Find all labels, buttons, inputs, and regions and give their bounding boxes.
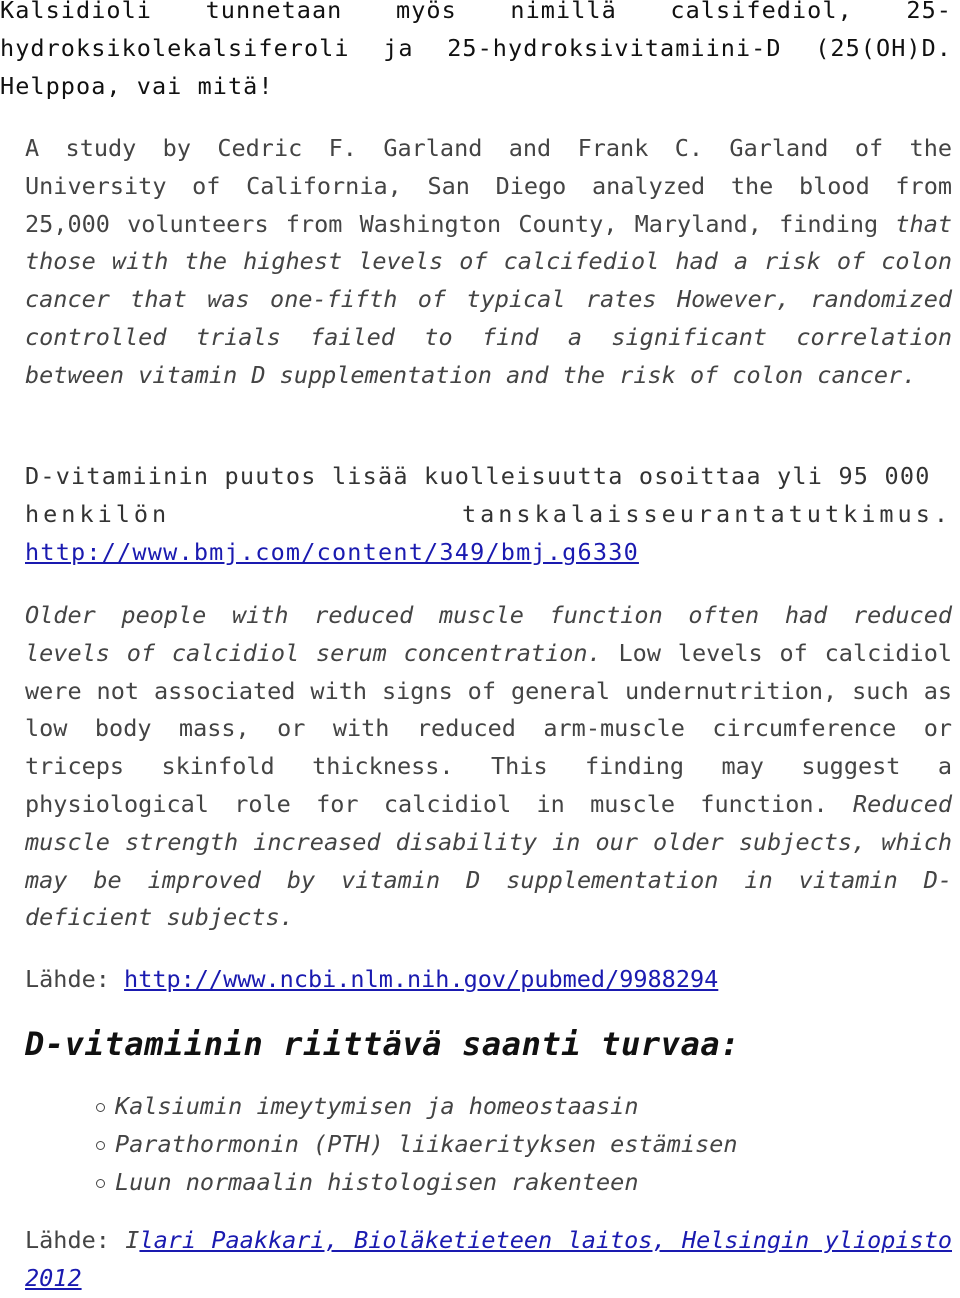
study-rest-text: that those with the highest levels of calcifediol had a risk of colon cancer that was one-fifth of typical rates However, randomized controlled trials failed to find a significant correlation between vitamin D supplementation and the risk of colon cancer. xyxy=(25,209,952,389)
intro-text: Kalsidioli tunnetaan myös nimillä calsifediol, 25-hydroksikolekalsiferoli ja 25-hydroksivitamiini-D (25(OH)D. Helppoa, vai mitä! xyxy=(0,0,952,100)
danish-word-henkilon: henkilön xyxy=(25,499,171,528)
list-item-text: Kalsiumin imeytymisen ja homeostaasin xyxy=(115,1092,639,1120)
danish-word-tutkimus: tanskalaisseurantatutkimus. xyxy=(461,499,952,528)
older-part-1: Older people with reduced muscle function often had reduced levels of calcidiol serum concentration. xyxy=(25,601,952,667)
bmj-link[interactable]: http://www.bmj.com/content/349/bmj.g6330 xyxy=(25,537,639,566)
source-2-label: Lähde: xyxy=(25,1226,126,1254)
danish-line-2 xyxy=(25,496,952,534)
list-item xyxy=(96,1126,738,1164)
list-item-text: Luun normaalin histologisen rakenteen xyxy=(115,1167,639,1196)
garland-study-paragraph xyxy=(25,130,952,395)
danish-line-1: D-vitamiinin puutos lisää kuolleisuutta osoittaa yli 95 000 xyxy=(25,462,931,490)
circle-bullet-icon xyxy=(96,1179,105,1188)
danish-study-paragraph xyxy=(25,458,952,571)
circle-bullet-icon xyxy=(96,1103,105,1112)
list-item xyxy=(96,1164,738,1202)
source-line-1 xyxy=(25,961,952,999)
paakkari-source-link[interactable]: lari Paakkari, Bioläketieteen laitos, Helsingin yliopisto 2012 xyxy=(25,1226,952,1292)
intro-paragraph xyxy=(0,0,952,105)
study-lead-text: A study by Cedric F. Garland and Frank C. Garland of the University of California, San Diego analyzed the blood from 25,000 volunteers from Washington County, Maryland, finding xyxy=(25,134,952,238)
list-item-text: Parathormonin (PTH) liikaerityksen estämisen xyxy=(115,1129,738,1158)
source-1-label: Lähde: xyxy=(25,965,125,993)
list-item xyxy=(96,1088,738,1126)
section-heading: D-vitamiinin riittävä saanti turvaa: xyxy=(25,1025,741,1063)
source-2-first-letter: I xyxy=(125,1226,140,1254)
older-part-3: Reduced muscle strength increased disability in our older subjects, which may be improved by vitamin D supplementation in vitamin D-deficient subjects. xyxy=(25,789,952,932)
source-line-2 xyxy=(25,1222,952,1298)
pubmed-link[interactable]: http://www.ncbi.nlm.nih.gov/pubmed/9988294 xyxy=(124,965,719,993)
benefits-list xyxy=(96,1088,738,1201)
older-part-2: Low levels of calcidiol were not associated with signs of general undernutrition, such as low body mass, or with reduced arm-muscle circumference or triceps skinfold thickness. This finding may suggest a physiological role for calcidiol in muscle function. xyxy=(25,638,952,818)
circle-bullet-icon xyxy=(96,1141,105,1150)
older-people-paragraph xyxy=(25,597,952,937)
